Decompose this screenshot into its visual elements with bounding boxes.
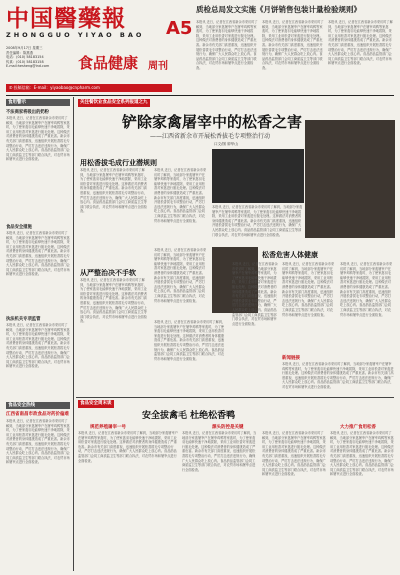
info-line: 2008年9月17日 星期三 [6, 46, 43, 50]
sidebar-text: 本报讯 近日，记者在江西省新余市采访时了解到，当地部分家禽屠宰户在屠宰鸡鸭等家禽时，为了使家禽羽毛能够快速干净地拔除，采用工业用松香对家禽进行脱毛处理。这种做法对消费者的身体健康造成了严重危害。新余市有关部门高度重视，迅速组织开展松香拔毛专项整治行动，严厉打击违法违规行为，确保广大人民群众吃上放心肉。食品药品监管部门会同工商质监卫生等部门联合执法，对农贸市场和屠宰点进行全面检查。 [6, 419, 70, 465]
page-number: A5 [166, 18, 193, 39]
bottom-col-title: 源头防控是关键 [212, 425, 244, 430]
sidebar-item-title: 江西省南昌市政食品对药价偏难 [6, 412, 69, 417]
sidebar-item-title: 执法机关专项监管 [6, 317, 41, 322]
column-divider [73, 97, 74, 571]
top-text-col1: 本报讯 近日，记者在江西省新余市采访时了解到，当地部分家禽屠宰户在屠宰鸡鸭等家禽时，为了使家禽羽毛能够快速干净地拔除，采用工业用松香对家禽进行脱毛处理。这种做法对消费者的身体健康造成了严重危害。新余市有关部门高度重视，迅速组织开展松香拔毛专项整治行动，严厉打击违法违规行为，确保广大人民群众吃上放心肉。食品药品监管部门会同工商质监卫生等部门联合执法，对农贸市场和屠宰点进行全面检查。 [196, 20, 258, 70]
section-title: 食品健康 [78, 54, 139, 72]
email-bar [6, 84, 172, 92]
news-link-title: 新闻链接 [282, 356, 300, 361]
sidebar-item-title: 不法商家将吸出的奶粉 [6, 110, 49, 115]
top-text-col3: 本报讯 近日，记者在江西省新余市采访时了解到，当地部分家禽屠宰户在屠宰鸡鸭等家禽时，为了使家禽羽毛能够快速干净地拔除，采用工业用松香对家禽进行脱毛处理。这种做法对消费者的身体健康造成了严重危害。新余市有关部门高度重视，迅速组织开展松香拔毛专项整治行动，严厉打击违法违规行为，确保广大人民群众吃上放心肉。食品药品监管部门会同工商质监卫生等部门联合执法，对农贸市场和屠宰点进行全面检查。 [328, 20, 393, 66]
photo-pot [305, 120, 395, 238]
story-text: 本报讯 近日，记者在江西省新余市采访时了解到，当地部分家禽屠宰户在屠宰鸡鸭等家禽时，为了使家禽羽毛能够快速干净地拔除，采用工业用松香对家禽进行脱毛处理。这种做法对消费者的身体健康造成了严重危害。新余市有关部门高度重视，迅速组织开展松香拔毛专项整治行动，严厉打击违法违规行为，确保广大人民群众吃上放心肉。食品药品监管部门会同工商质监卫生等部门联合执法，对农贸市场和屠宰点进行全面检查。 [282, 362, 394, 389]
masthead-divider [6, 95, 394, 96]
masthead-pinyin: ZHONGGUO YIYAO BAO [6, 31, 145, 39]
section-divider [76, 397, 394, 398]
byline: 口文/图 廖华山 [214, 142, 238, 146]
bottom-tag: 食品安全周末谈 [80, 401, 112, 406]
sidebar-tag: 食品安全热线 [6, 402, 70, 409]
subheading: 用松香拔毛成行业潜规则 [80, 158, 157, 167]
photo-plucking [212, 149, 304, 203]
masthead [6, 0, 164, 40]
story-text: 本报讯 近日，记者在江西省新余市采访时了解到，当地部分家禽屠宰户在屠宰鸡鸭等家禽时，为了使家禽羽毛能够快速干净地拔除，采用工业用松香对家禽进行脱毛处理。这种做法对消费者的身体健康造成了严重危害。新余市有关部门高度重视，迅速组织开展松香拔毛专项整治行动，严厉打击违法违规行为，确保广大人民群众吃上放心肉。食品药品监管部门会同工商质监卫生等部门联合执法，对农贸市场和屠宰点进行全面检查。 [154, 320, 226, 361]
story-text: 本报讯 近日，记者在江西省新余市采访时了解到，当地部分家禽屠宰户在屠宰鸡鸭等家禽时，为了使家禽羽毛能够快速干净地拔除，采用工业用松香对家禽进行脱毛处理。这种做法对消费者的身体健康造成了严重危害。新余市有关部门高度重视，迅速组织开展松香拔毛专项整治行动，严厉打击违法违规行为，确保广大人民群众吃上放心肉。食品药品监管部门会同工商质监卫生等部门联合执法，对农贸市场和屠宰点进行全面检查。 [80, 278, 147, 324]
email-text: ✆ 投稿信箱：E-mail：yiyaobao@cnpharm.com [9, 85, 100, 90]
sidebar-item-title: 食品安全措施 [6, 225, 32, 230]
bottom-col-title: 大力推广食用松香 [340, 425, 376, 430]
story-text: 本报讯 近日，记者在江西省新余市采访时了解到，当地部分家禽屠宰户在屠宰鸡鸭等家禽时，为了使家禽羽毛能够快速干净地拔除，采用工业用松香对家禽进行脱毛处理。这种做法对消费者的身体健康造成了严重危害。新余市有关部门高度重视，迅速组织开展松香拔毛专项整治行动，严厉打击违法违规行为，确保广大人民群众吃上放心肉。食品药品监管部门会同工商质监卫生等部门联合执法，对农贸市场和屠宰点进行全面检查。 [80, 168, 147, 214]
sidebar-text: 本报讯 近日，记者在江西省新余市采访时了解到，当地部分家禽屠宰户在屠宰鸡鸭等家禽时，为了使家禽羽毛能够快速干净地拔除，采用工业用松香对家禽进行脱毛处理。这种做法对消费者的身体健康造成了严重危害。新余市有关部门高度重视，迅速组织开展松香拔毛专项整治行动，严厉打击违法违规行为，确保广大人民群众吃上放心肉。食品药品监管部门会同工商质监卫生等部门联合执法，对农贸市场和屠宰点进行全面检查。 [6, 323, 70, 369]
main-headline: 铲除家禽屠宰中的松香之害 [122, 113, 303, 131]
subheading: 松香危害人体健康 [262, 250, 318, 259]
info-line: 传真：(010) 58183158 [6, 59, 44, 64]
story-text: 本报讯 近日，记者在江西省新余市采访时了解到，当地部分家禽屠宰户在屠宰鸡鸭等家禽时，为了使家禽羽毛能够快速干净地拔除，采用工业用松香对家禽进行脱毛处理。这种做法对消费者的身体健康造成了严重危害。新余市有关部门高度重视，迅速组织开展松香拔毛专项整治行动，严厉打击违法违规行为，确保广大人民群众吃上放心肉。食品药品监管部门会同工商质监卫生等部门联合执法，对农贸市场和屠宰点进行全面检查。 [340, 262, 393, 317]
top-text-col2: 本报讯 近日，记者在江西省新余市采访时了解到，当地部分家禽屠宰户在屠宰鸡鸭等家禽时，为了使家禽羽毛能够快速干净地拔除，采用工业用松香对家禽进行脱毛处理。这种做法对消费者的身体健康造成了严重危害。新余市有关部门高度重视，迅速组织开展松香拔毛专项整治行动，严厉打击违法违规行为，确保广大人民群众吃上放心肉。食品药品监管部门会同工商质监卫生等部门联合执法，对农贸市场和屠宰点进行全面检查。 [262, 20, 324, 70]
main-subhead: ——江西省新余市开展松香拔毛专项整治行动 [150, 133, 271, 140]
info-line: 责任编辑：陈燕燕 [6, 50, 34, 55]
bottom-text: 本报讯 近日，记者在江西省新余市采访时了解到，当地部分家禽屠宰户在屠宰鸡鸭等家禽时，为了使家禽羽毛能够快速干净地拔除，采用工业用松香对家禽进行脱毛处理。这种做法对消费者的身体健康造成了严重危害。新余市有关部门高度重视，迅速组织开展松香拔毛专项整治行动，严厉打击违法违规行为，确保广大人民群众吃上放心肉。食品药品监管部门会同工商质监卫生等部门联合执法，对农贸市场和屠宰点进行全面检查。 [330, 431, 394, 477]
story-text: 本报讯 近日，记者在江西省新余市采访时了解到，当地部分家禽屠宰户在屠宰鸡鸭等家禽时，为了使家禽羽毛能够快速干净地拔除，采用工业用松香对家禽进行脱毛处理。这种做法对消费者的身体健康造成了严重危害。新余市有关部门高度重视，迅速组织开展松香拔毛专项整治行动，严厉打击违法违规行为，确保广大人民群众吃上放心肉。食品药品监管部门会同工商质监卫生等部门联合执法，对农贸市场和屠宰点进行全面检查。 [212, 205, 303, 237]
masthead-title: 中国醫藥報 [6, 5, 126, 32]
weekly-label: 周刊 [148, 61, 168, 72]
subheading: 从严整治决不手软 [80, 268, 136, 277]
story-text: 本报讯 近日，记者在江西省新余市采访时了解到，当地部分家禽屠宰户在屠宰鸡鸭等家禽时，为了使家禽羽毛能够快速干净地拔除，采用工业用松香对家禽进行脱毛处理。这种做法对消费者的身体健康造成了严重危害。新余市有关部门高度重视，迅速组织开展松香拔毛专项整治行动，严厉打击违法违规行为，确保广大人民群众吃上放心肉。食品药品监管部门会同工商质监卫生等部门联合执法，对农贸市场和屠宰点进行全面检查。 [282, 262, 335, 317]
sidebar-tag: 食用警示 [6, 99, 70, 106]
top-headline: 质检总局发文实施《月饼销售包装计量检验规则》 [196, 5, 361, 14]
bottom-text: 本报讯 近日，记者在江西省新余市采访时了解到，当地部分家禽屠宰户在屠宰鸡鸭等家禽时，为了使家禽羽毛能够快速干净地拔除，采用工业用松香对家禽进行脱毛处理。这种做法对消费者的身体健康造成了严重危害。新余市有关部门高度重视，迅速组织开展松香拔毛专项整治行动，严厉打击违法违规行为，确保广大人民群众吃上放心肉。食品药品监管部门会同工商质监卫生等部门联合执法，对农贸市场和屠宰点进行全面检查。 [78, 431, 178, 463]
bottom-col-title: 规范养殖屠宰一号 [90, 425, 126, 430]
sidebar-text: 本报讯 近日，记者在江西省新余市采访时了解到，当地部分家禽屠宰户在屠宰鸡鸭等家禽时，为了使家禽羽毛能够快速干净地拔除，采用工业用松香对家禽进行脱毛处理。这种做法对消费者的身体健康造成了严重危害。新余市有关部门高度重视，迅速组织开展松香拔毛专项整治行动，严厉打击违法违规行为，确保广大人民群众吃上放心肉。食品药品监管部门会同工商质监卫生等部门联合执法，对农贸市场和屠宰点进行全面检查。 [6, 231, 70, 277]
bottom-text: 本报讯 近日，记者在江西省新余市采访时了解到，当地部分家禽屠宰户在屠宰鸡鸭等家禽时，为了使家禽羽毛能够快速干净地拔除，采用工业用松香对家禽进行脱毛处理。这种做法对消费者的身体健康造成了严重危害。新余市有关部门高度重视，迅速组织开展松香拔毛专项整治行动，严厉打击违法违规行为，确保广大人民群众吃上放心肉。食品药品监管部门会同工商质监卫生等部门联合执法，对农贸市场和屠宰点进行全面检查。 [262, 431, 326, 477]
bottom-text: 本报讯 近日，记者在江西省新余市采访时了解到，当地部分家禽屠宰户在屠宰鸡鸭等家禽时，为了使家禽羽毛能够快速干净地拔除，采用工业用松香对家禽进行脱毛处理。这种做法对消费者的身体健康造成了严重危害。新余市有关部门高度重视，迅速组织开展松香拔毛专项整治行动，严厉打击违法违规行为，确保广大人民群众吃上放心肉。食品药品监管部门会同工商质监卫生等部门联合执法，对农贸市场和屠宰点进行全面检查。 [182, 431, 257, 472]
bottom-headline: 安全拔禽毛 杜绝松香鸭 [142, 411, 236, 421]
sidebar-text: 本报讯 近日，记者在江西省新余市采访时了解到，当地部分家禽屠宰户在屠宰鸡鸭等家禽时，为了使家禽羽毛能够快速干净地拔除，采用工业用松香对家禽进行脱毛处理。这种做法对消费者的身体健康造成了严重危害。新余市有关部门高度重视，迅速组织开展松香拔毛专项整治行动，严厉打击违法违规行为，确保广大人民群众吃上放心肉。食品药品监管部门会同工商质监卫生等部门联合执法，对农贸市场和屠宰点进行全面检查。 [6, 116, 70, 162]
info-line: 电话：(010) 58183154 [6, 55, 44, 60]
info-line: E-mail:hesheng@ind.com [6, 64, 50, 69]
story-text: 本报讯 近日，记者在江西省新余市采访时了解到，当地部分家禽屠宰户在屠宰鸡鸭等家禽时，为了使家禽羽毛能够快速干净地拔除，采用工业用松香对家禽进行脱毛处理。这种做法对消费者的身体健康造成了严重危害。新余市有关部门高度重视，迅速组织开展松香拔毛专项整治行动，严厉打击违法违规行为，确保广大人民群众吃上放心肉。食品药品监管部门会同工商质监卫生等部门联合执法，对农贸市场和屠宰点进行全面检查。 [154, 248, 206, 303]
info-block [6, 46, 76, 69]
story-text: 本报讯 近日，记者在江西省新余市采访时了解到，当地部分家禽屠宰户在屠宰鸡鸭等家禽时，为了使家禽羽毛能够快速干净地拔除，采用工业用松香对家禽进行脱毛处理。这种做法对消费者的身体健康造成了严重危害。新余市有关部门高度重视，迅速组织开展松香拔毛专项整治行动，严厉打击违法违规行为，确保广大人民群众吃上放心肉。食品药品监管部门会同工商质监卫生等部门联合执法，对农贸市场和屠宰点进行全面检查。 [232, 262, 278, 326]
story-text: 本报讯 近日，记者在江西省新余市采访时了解到，当地部分家禽屠宰户在屠宰鸡鸭等家禽时，为了使家禽羽毛能够快速干净地拔除，采用工业用松香对家禽进行脱毛处理。这种做法对消费者的身体健康造成了严重危害。新余市有关部门高度重视，迅速组织开展松香拔毛专项整治行动，严厉打击违法违规行为，确保广大人民群众吃上放心肉。食品药品监管部门会同工商质监卫生等部门联合执法，对农贸市场和屠宰点进行全面检查。 [154, 168, 206, 223]
kicker-tag: 关注餐饮业食品安全系列报道之九 [80, 100, 148, 105]
